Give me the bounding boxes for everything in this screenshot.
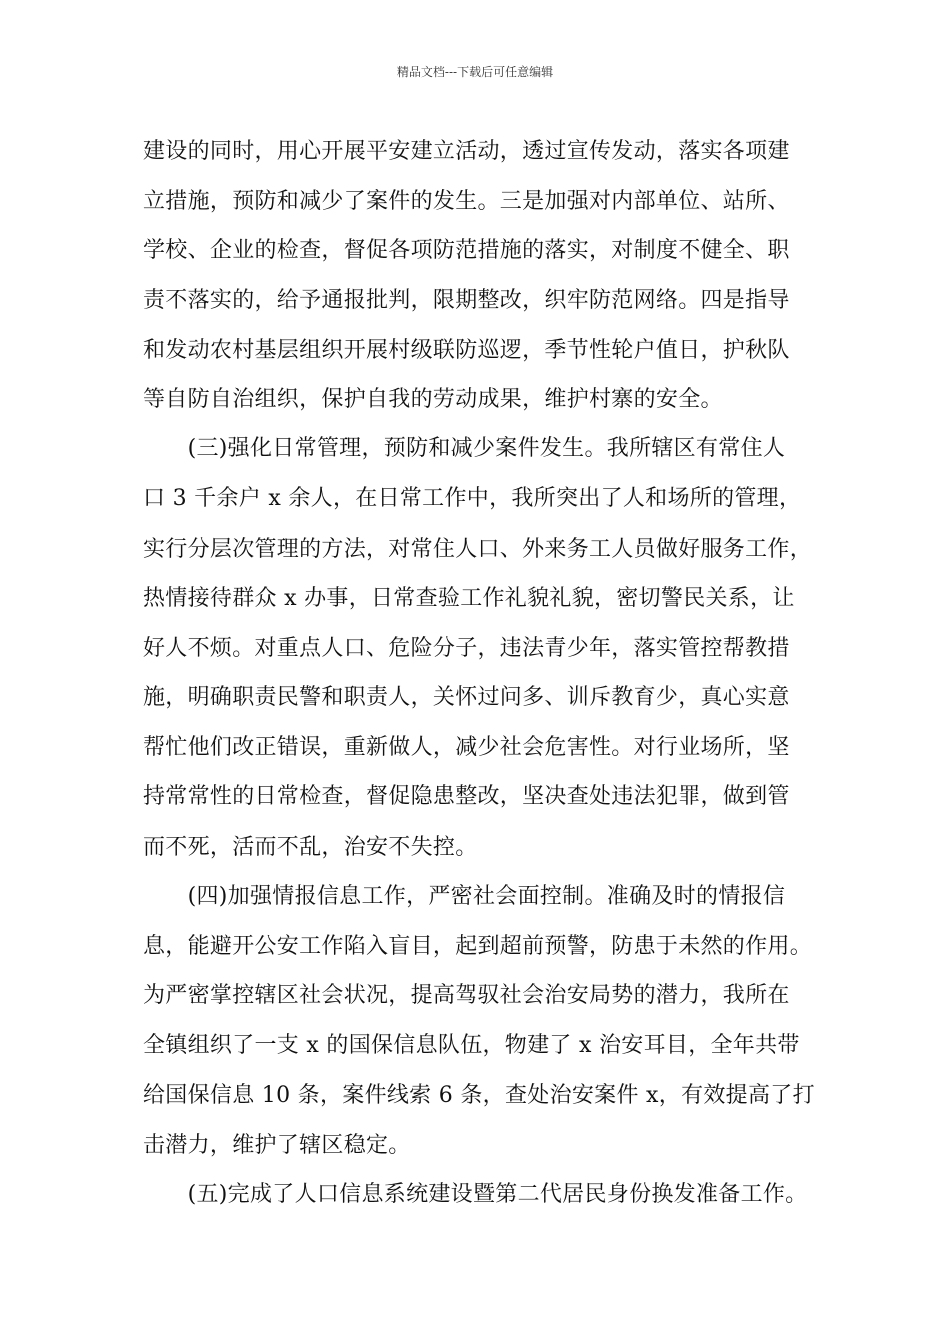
text-line: (三)强化日常管理，预防和减少案件发生。我所辖区有常住人 xyxy=(143,436,786,461)
text-line: 责不落实的，给予通报批判，限期整改，织牢防范网络。四是指导 xyxy=(143,288,790,313)
text-line: 实行分层次管理的方法，对常住人口、外来务工人员做好服务工作， xyxy=(143,537,813,562)
text-line: 学校、企业的检查，督促各项防范措施的落实，对制度不健全、职 xyxy=(143,238,790,263)
text-line: 持常常性的日常检查，督促隐患整改，坚决查处违法犯罪，做到管 xyxy=(143,784,790,809)
text-line: 口 3 千余户 x 余人，在日常工作中，我所突出了人和场所的管理， xyxy=(143,486,802,511)
text-line: 而不死，活而不乱，治安不失控。 xyxy=(143,835,478,860)
text-line: 击潜力，维护了辖区稳定。 xyxy=(143,1133,411,1158)
text-line: 建设的同时，用心开展平安建立活动，透过宣传发动，落实各项建 xyxy=(143,139,790,164)
text-line: 给国保信息 10 条，案件线索 6 条，查处治安案件 x，有效提高了打 xyxy=(143,1083,815,1108)
text-line: 和发动农村基层组织开展村级联防巡逻，季节性轮户值日，护秋队 xyxy=(143,338,790,363)
text-line: (五)完成了人口信息系统建设暨第二代居民身份换发准备工作。 xyxy=(143,1182,808,1207)
text-line: (四)加强情报信息工作，严密社会面控制。准确及时的情报信 xyxy=(143,884,786,909)
text-line: 立措施，预防和减少了案件的发生。三是加强对内部单位、站所、 xyxy=(143,189,790,214)
page-header: 精品文档---下载后可任意编辑 xyxy=(396,65,554,79)
text-line: 好人不烦。对重点人口、危险分子，违法青少年，落实管控帮教措 xyxy=(143,636,790,661)
text-line: 息，能避开公安工作陷入盲目，起到超前预警，防患于未然的作用。 xyxy=(143,934,813,959)
text-line: 热情接待群众 x 办事，日常查验工作礼貌礼貌，密切警民关系，让 xyxy=(143,586,795,611)
text-line: 为严密掌控辖区社会状况，提高驾驭社会治安局势的潜力，我所在 xyxy=(143,983,790,1008)
text-line: 施，明确职责民警和职责人，关怀过问多、训斥教育少，真心实意 xyxy=(143,685,790,710)
text-line: 帮忙他们改正错误，重新做人，减少社会危害性。对行业场所，坚 xyxy=(143,735,790,760)
text-line: 全镇组织了一支 x 的国保信息队伍，物建了 x 治安耳目，全年共带 xyxy=(143,1033,800,1058)
text-line: 等自防自治组织，保护自我的劳动成果，维护村寨的安全。 xyxy=(143,387,723,412)
